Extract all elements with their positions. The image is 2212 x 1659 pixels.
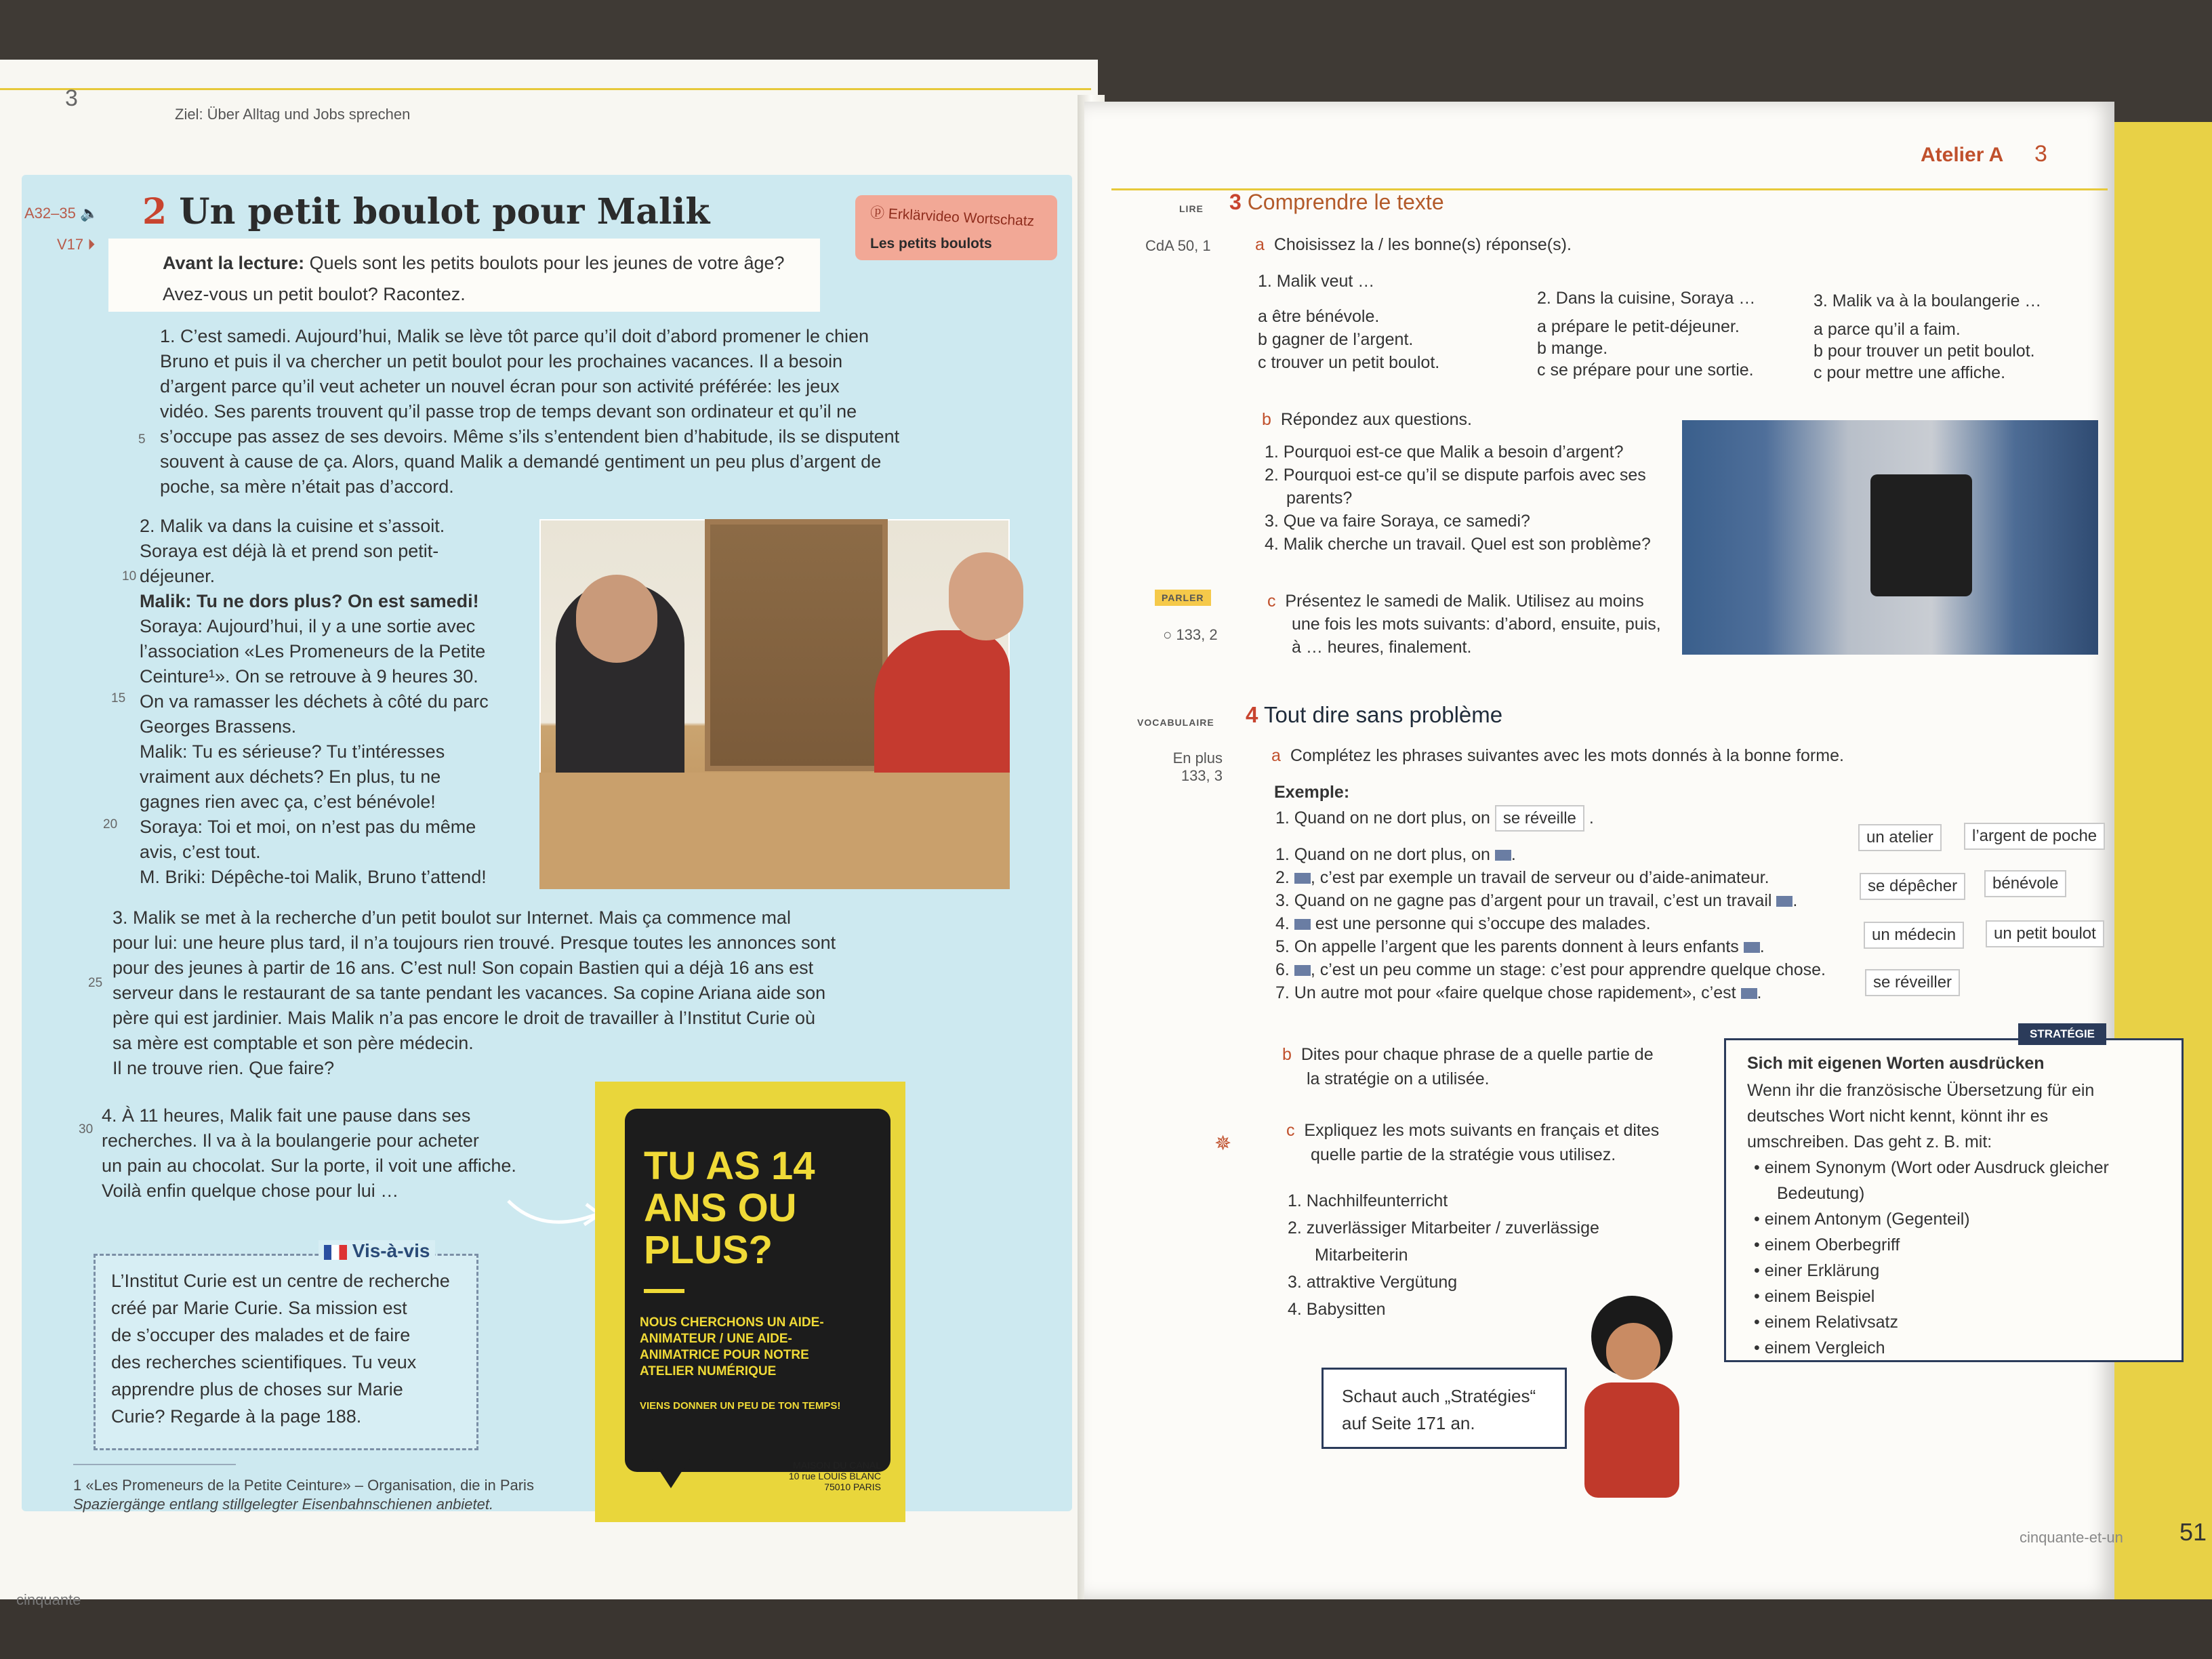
blank-box[interactable] xyxy=(1741,988,1757,999)
exercise-3-title: 3 Comprendre le texte xyxy=(1229,190,1444,214)
mc-option[interactable]: a parce qu’il a faim. xyxy=(1814,320,1961,339)
video-label[interactable]: ⓟ Erklärvideo Wortschatz xyxy=(869,205,1035,230)
pre-reading-q2: Avez-vous un petit boulot? Racontez. xyxy=(163,284,466,304)
challenge-star-icon: ✵ xyxy=(1214,1132,1232,1155)
word-bank-item[interactable]: un petit boulot xyxy=(1986,920,2104,947)
parler-label: PARLER xyxy=(1155,590,1211,606)
word-bank-item[interactable]: un médecin xyxy=(1864,922,1964,949)
strategy-list: • einem Synonym (Wort oder Ausdruck gleicher Bedeutung) • einem Antonym (Gegenteil) • einem Oberbegriff • einer Erklärung • einem Beispiel • einem Relativsatz • einem Vergleich xyxy=(1754,1158,2109,1357)
word-bank-item[interactable]: un atelier xyxy=(1858,824,1942,851)
strategy-text: Wenn ihr die französische Übersetzung für ein deutsches Wort nicht kennt, könnt ihr es umschreiben. Das geht z. B. mit: xyxy=(1747,1081,2095,1151)
blank-box[interactable] xyxy=(1294,965,1311,976)
vis-a-vis-title: Vis-à-vis xyxy=(319,1240,435,1262)
exercise-3c-ref: ○ 133, 2 xyxy=(1163,626,1218,643)
exercise-3-ref: CdA 50, 1 xyxy=(1145,237,1211,254)
paragraph-3: 3. Malik se met à la recherche d’un petit boulot sur Internet. Mais ça commence mal pour lui: une heure plus tard, il n’a toujours rien trouvé. Presque toutes les annonces sont pour des jeunes à partir de 16 ans. C’est nul! Son copain Bastien qui a déjà 16 ans est serveur dans le restaurant de sa tante pendant les vacances. Sa copine Ariana aide son père qui est jardinier. Mais Malik n’a pas encore le droit de travailler à l’Institut Curie où sa mère est comptable et son père médecin. Il ne trouve rien. Que faire? xyxy=(112,907,836,1078)
line-number: 25 xyxy=(88,976,103,990)
blank-box[interactable] xyxy=(1294,873,1311,884)
blank-box[interactable] xyxy=(1776,896,1793,907)
vis-a-vis-text: L’Institut Curie est un centre de recherche créé par Marie Curie. Sa mission est de s’occuper des malades et de faire des recherches scientifiques. Tu veux apprendre plus de choses sur Marie Curie? Regarde à la page 188. xyxy=(111,1271,450,1427)
paragraph-1: 1. C’est samedi. Aujourd’hui, Malik se lève tôt parce qu’il doit d’abord promener le chien Bruno et puis il va chercher un petit boulot pour les prochaines vacances. Il a besoin d’argent parce qu’il veut acheter un nouvel écran pour son activité préférée: les jeux vidéo. Ses parents trouvent qu’il passe trop de temps devant son ordinateur et qu’il ne s’occupe pas assez de ses devoirs. Même s’ils s’entendent bien d’habitude, ils se disputent souvent à cause de ça. Alors, quand Malik a demandé gentiment un peu plus d’argent de poche, sa mère n’était pas d’accord. xyxy=(160,326,900,497)
right-page-number: 51 xyxy=(2179,1518,2207,1546)
play-icon[interactable]: ⏵ xyxy=(87,236,96,253)
speech-text: Schaut auch „Stratégies“ auf Seite 171 an. xyxy=(1342,1386,1536,1433)
book-cover-edge xyxy=(2108,122,2212,1654)
left-page-footer: cinquante xyxy=(16,1591,81,1608)
right-page-header: Atelier A xyxy=(1921,144,2004,166)
play-circle-icon: ⓟ xyxy=(869,205,885,222)
blank-box[interactable] xyxy=(1294,919,1311,930)
mc-option[interactable]: b mange. xyxy=(1537,339,1608,358)
photo-wallet xyxy=(1870,474,1972,596)
word-bank-item[interactable]: se dépêcher xyxy=(1860,873,1965,900)
strategy-tag: STRATÉGIE xyxy=(2018,1023,2106,1045)
photo-girl-head xyxy=(949,552,1023,640)
paragraph-4: 4. À 11 heures, Malik fait une pause dans ses recherches. Il va à la boulangerie pour acheter un pain au chocolat. Sur la porte, il voit une affiche. Voilà enfin quelque chose pour lui … xyxy=(102,1105,516,1201)
audio-icon[interactable]: 🔈 xyxy=(79,205,99,222)
strategy-title: Sich mit eigenen Worten ausdrücken xyxy=(1747,1054,2045,1073)
word-bank-item[interactable]: bénévole xyxy=(1984,870,2066,897)
photo-boy-head xyxy=(576,575,657,663)
poster-bubble-tail xyxy=(651,1457,691,1488)
flag-icon xyxy=(324,1245,347,1260)
exercise-4c-words: 1. Nachhilfeunterricht 2. zuverlässiger Mitarbeiter / zuverlässige Mitarbeiterin 3. attraktive Vergütung 4. Babysitten xyxy=(1288,1191,1599,1319)
poster-divider xyxy=(644,1289,684,1293)
mc-option[interactable]: a être bénévole. xyxy=(1258,307,1380,326)
poster-headline: TU AS 14 ANS OU PLUS? xyxy=(644,1144,815,1272)
lire-label: LIRE xyxy=(1179,203,1204,214)
cartoon-boy-face xyxy=(1606,1323,1660,1380)
fill-in-sentences: 1. Quand on ne dort plus, on . 2. , c’est par exemple un travail de serveur ou d’aide-animateur. 3. Quand on ne gagne pas d’argent pour un travail, c’est un travail . 4. est une personne qui s’occupe des malades. 5. On appelle l’argent que les parents donnent à leurs enfants . 6. , c’est un peu comme un stage: c’est pour apprendre quelque chose. 7. Un autre mot pour «faire quelque chose rapidement», c’est . xyxy=(1275,845,1826,1002)
vocabulaire-label: VOCABULAIRE xyxy=(1137,717,1214,728)
exercise-4-ref: En plus 133, 3 xyxy=(1172,750,1223,784)
left-page-goal: Ziel: Über Alltag und Jobs sprechen xyxy=(175,106,411,123)
line-number: 30 xyxy=(79,1122,94,1136)
line-number: 15 xyxy=(111,691,126,705)
mc-option[interactable]: b gagner de l’argent. xyxy=(1258,330,1414,349)
left-page-chapter-number: 3 xyxy=(65,85,78,111)
video-ref: V17 ⏵ xyxy=(57,236,96,253)
audio-ref: A32–35 🔈 xyxy=(24,205,99,222)
table-surface xyxy=(0,1599,2212,1659)
exercise-3c: c Présentez le samedi de Malik. Utilisez au moins une fois les mots suivants: d’abord, ensuite, puis, à … heures, finalement. xyxy=(1267,592,1661,657)
blank-box[interactable] xyxy=(1744,942,1760,953)
footnote: 1 «Les Promeneurs de la Petite Ceinture» – Organisation, die in Paris Spaziergänge entlang stillgelegter Eisenbahnschienen anbietet. xyxy=(73,1477,534,1513)
mc-option[interactable]: c se prépare pour une sortie. xyxy=(1537,361,1754,380)
mc-option[interactable]: a prépare le petit-déjeuner. xyxy=(1537,317,1740,336)
mc-question-1: 1. Malik veut … a être bénévole. b gagner de l’argent. c trouver un petit boulot. xyxy=(1258,270,1439,374)
mc-option[interactable]: b pour trouver un petit boulot. xyxy=(1814,342,2035,361)
mc-option[interactable]: c trouver un petit boulot. xyxy=(1258,353,1440,372)
word-bank-item[interactable]: se réveiller xyxy=(1865,969,1960,996)
example-label: Exemple: xyxy=(1274,783,1350,802)
poster-address: MAISON DU CANAL 10 rue LOUIS BLANC 75010 PARIS xyxy=(788,1460,881,1492)
line-number: 5 xyxy=(138,432,146,447)
cartoon-boy-body xyxy=(1584,1382,1679,1498)
example-sentence: 1. Quand on ne dort plus, on se réveille . xyxy=(1275,806,1594,830)
page-title: 2 Un petit boulot pour Malik xyxy=(142,191,710,232)
mc-option[interactable]: c pour mettre une affiche. xyxy=(1814,363,2006,382)
right-page-chapter-number: 3 xyxy=(2034,141,2047,167)
blank-box[interactable] xyxy=(1495,850,1511,861)
word-bank-item[interactable]: l’argent de poche xyxy=(1964,823,2105,850)
exercise-3b-instruction: b Répondez aux questions. xyxy=(1262,410,1472,429)
right-page-footer: cinquante-et-un xyxy=(2020,1529,2123,1546)
photo-shelf xyxy=(705,519,888,771)
left-header-line xyxy=(0,88,1091,90)
exercise-4a-instruction: a Complétez les phrases suivantes avec les mots donnés à la bonne forme. xyxy=(1271,746,1844,765)
exercise-4c: c Expliquez les mots suivants en français et dites quelle partie de la stratégie vous utilisez. xyxy=(1286,1121,1660,1164)
mc-question-2: 2. Dans la cuisine, Soraya … a prépare le petit-déjeuner. b mange. c se prépare pour une sortie. xyxy=(1537,289,1756,380)
video-sub: Les petits boulots xyxy=(870,236,992,251)
mc-question-3: 3. Malik va à la boulangerie … a parce qu’il a faim. b pour trouver un petit boulot. c pour mettre une affiche. xyxy=(1814,291,2042,382)
exercise-4-title: 4 Tout dire sans problème xyxy=(1246,702,1503,727)
paragraph-2: 2. Malik va dans la cuisine et s’assoit. Soraya est déjà là et prend son petit- déjeuner. Malik: Tu ne dors plus? On est samedi! Soraya: Aujourd’hui, il y a une sortie avec l’association «Les Promeneurs de la Petite Ceinture¹». On se retrouve à 9 heures 30. On va ramasser les déchets à côté du parc Georges Brassens. Malik: Tu es sérieuse? Tu t’intéresses vraiment aux déchets? En plus, tu ne gagnes rien avec ça, c’est bénévole! Soraya: Toi et moi, on n’est pas du même avis, c’est tout. M. Briki: Dépêche-toi Malik, Bruno t’attend! xyxy=(140,516,489,887)
line-number: 20 xyxy=(103,817,118,832)
footnote-rule xyxy=(73,1464,236,1465)
poster-small: VIENS DONNER UN PEU DE TON TEMPS! xyxy=(640,1400,841,1412)
poster-subtext: NOUS CHERCHONS UN AIDE- ANIMATEUR / UNE AIDE- ANIMATRICE POUR NOTRE ATELIER NUMÉRIQUE xyxy=(640,1315,824,1378)
exercise-3a-instruction: a Choisissez la / les bonne(s) réponse(s). xyxy=(1255,235,1572,254)
arrow-icon xyxy=(501,1174,610,1235)
example-answer-box: se réveille xyxy=(1495,805,1584,832)
pre-reading-q1: Avant la lecture: Quels sont les petits boulots pour les jeunes de votre âge? xyxy=(163,253,785,273)
photo-table xyxy=(539,773,1010,889)
line-number: 10 xyxy=(122,569,137,583)
exercise-4b: b Dites pour chaque phrase de a quelle partie de la stratégie on a utilisée. xyxy=(1282,1045,1654,1088)
exercise-3b-questions: 1. Pourquoi est-ce que Malik a besoin d’argent? 2. Pourquoi est-ce qu’il se dispute parfois avec ses parents? 3. Que va faire Soraya, ce samedi? 4. Malik cherche un travail. Quel est son problème? xyxy=(1265,443,1651,554)
